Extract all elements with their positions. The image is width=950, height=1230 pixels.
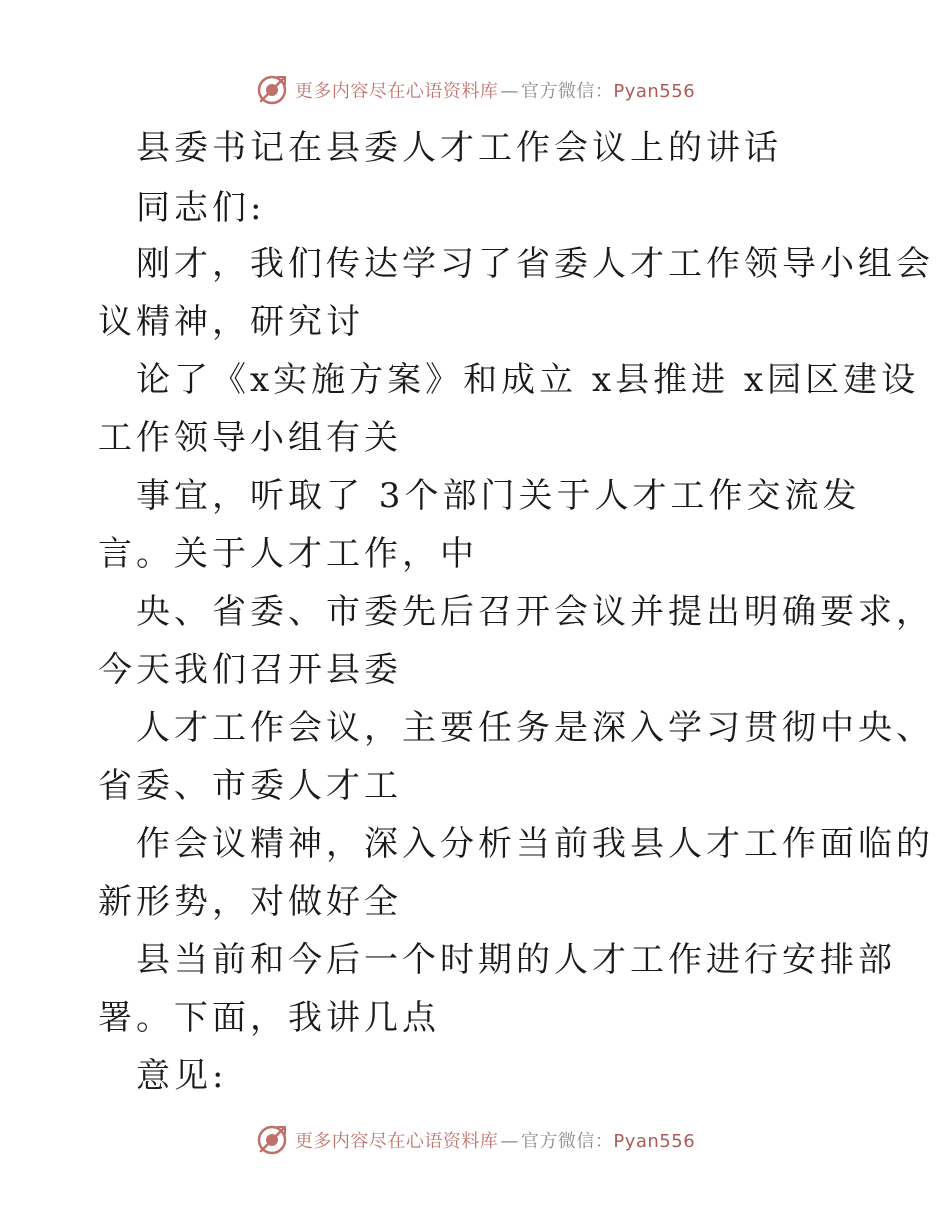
paragraph-line: 议精神，研究讨: [98, 302, 364, 342]
paragraph-line: 论了《x实施方案》和成立 x县推进 x园区建设: [136, 360, 920, 400]
document-title: 县委书记在县委人才工作会议上的讲话: [136, 128, 782, 168]
footer-watermark: [0, 1120, 950, 1160]
paragraph-line: 作会议精神，深入分析当前我县人才工作面临的: [136, 824, 934, 864]
watermark-logo-icon: [255, 1123, 289, 1157]
paragraph-line: 新形势，对做好全: [98, 882, 402, 922]
paragraph-line: 署。下面，我讲几点: [98, 998, 440, 1038]
paragraph-line: 省委、市委人才工: [98, 766, 402, 806]
paragraph-line: 意见:: [136, 1056, 228, 1096]
greeting: 同志们:: [136, 188, 266, 228]
paragraph-line: 言。关于人才工作，中: [98, 534, 478, 574]
paragraph-line: 央、省委、市委先后召开会议并提出明确要求，: [136, 592, 934, 632]
paragraph-line: 人才工作会议，主要任务是深入学习贯彻中央、: [136, 708, 934, 748]
paragraph-line: 今天我们召开县委: [98, 650, 402, 690]
paragraph-line: 县当前和今后一个时期的人才工作进行安排部: [136, 940, 896, 980]
watermark-text: 更多内容尽在心语资料库 — 官方微信：Pyan556: [294, 81, 696, 102]
paragraph-line: 刚才，我们传达学习了省委人才工作领导小组会: [136, 244, 934, 284]
paragraph-line: 事宜，听取了 3个部门关于人才工作交流发: [136, 476, 861, 516]
paragraph-line: 工作领导小组有关: [98, 418, 402, 458]
header-watermark: [0, 70, 950, 110]
watermark-text: 更多内容尽在心语资料库 — 官方微信：Pyan556: [294, 1131, 696, 1152]
watermark-logo-icon: [255, 73, 289, 107]
